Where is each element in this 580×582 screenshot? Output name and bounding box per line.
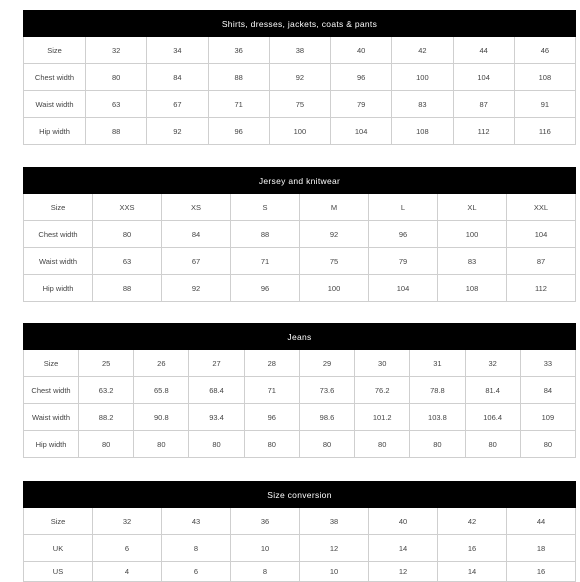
table-cell: 93.4 [189, 404, 244, 431]
table-cell: XS [162, 194, 231, 221]
table-cell: 16 [438, 535, 507, 562]
table-row [24, 221, 576, 248]
table-row [24, 64, 576, 91]
table-cell: 10 [300, 562, 369, 582]
table-cell: 101.2 [355, 404, 410, 431]
table-cell: 112 [507, 275, 576, 302]
table-cell: XL [438, 194, 507, 221]
table-cell: 38 [300, 508, 369, 535]
table-cell: 16 [507, 562, 576, 582]
table-cell: 96 [331, 64, 392, 91]
table-title: Jeans [24, 324, 576, 350]
table-cell: 92 [269, 64, 330, 91]
table-cell: 100 [438, 221, 507, 248]
table-cell: 14 [369, 535, 438, 562]
table-cell: 63 [86, 91, 147, 118]
table-cell: M [300, 194, 369, 221]
table-cell: 67 [162, 248, 231, 275]
row-label: Waist width [24, 91, 86, 118]
table-cell: 71 [231, 248, 300, 275]
row-label: Chest width [24, 64, 86, 91]
row-label: Size [24, 350, 79, 377]
table-cell: 83 [392, 91, 453, 118]
table-title-row [24, 482, 576, 508]
table-cell: 38 [269, 37, 330, 64]
table-cell: 103.8 [410, 404, 465, 431]
table-cell: 88 [208, 64, 269, 91]
table-cell: 79 [331, 91, 392, 118]
table-cell: 43 [162, 508, 231, 535]
table-title: Shirts, dresses, jackets, coats & pants [24, 11, 576, 37]
table-cell: 98.6 [299, 404, 354, 431]
table-cell: 96 [244, 404, 299, 431]
table-cell: 80 [79, 431, 134, 458]
table-cell: 65.8 [134, 377, 189, 404]
table-cell: 92 [147, 118, 208, 145]
table-cell: 30 [355, 350, 410, 377]
table-cell: 75 [300, 248, 369, 275]
table-cell: 71 [208, 91, 269, 118]
table-cell: 42 [392, 37, 453, 64]
row-label: Size [24, 508, 93, 535]
table-cell: 88.2 [79, 404, 134, 431]
table-cell: S [231, 194, 300, 221]
table-cell: 32 [93, 508, 162, 535]
table-cell: 34 [147, 37, 208, 64]
table-cell: 18 [507, 535, 576, 562]
table-cell: 80 [299, 431, 354, 458]
table-cell: 32 [86, 37, 147, 64]
row-label: Chest width [24, 221, 93, 248]
table-cell: 8 [231, 562, 300, 582]
table-title-row [24, 11, 576, 37]
table-cell: 28 [244, 350, 299, 377]
table-cell: 80 [465, 431, 520, 458]
table-cell: 73.6 [299, 377, 354, 404]
row-label: Waist width [24, 248, 93, 275]
table-cell: 4 [93, 562, 162, 582]
table-cell: 26 [134, 350, 189, 377]
table-cell: 36 [231, 508, 300, 535]
table-row [24, 404, 576, 431]
table-cell: 83 [438, 248, 507, 275]
table-cell: 104 [369, 275, 438, 302]
table-row [24, 377, 576, 404]
table-cell: 92 [300, 221, 369, 248]
table-cell: 81.4 [465, 377, 520, 404]
table-cell: 116 [514, 118, 575, 145]
table-cell: 104 [453, 64, 514, 91]
table-cell: 40 [331, 37, 392, 64]
row-label: Waist width [24, 404, 79, 431]
table-cell: 80 [134, 431, 189, 458]
table-cell: 80 [86, 64, 147, 91]
table-cell: 108 [438, 275, 507, 302]
row-label: Size [24, 194, 93, 221]
table-row [24, 248, 576, 275]
table-cell: 14 [438, 562, 507, 582]
row-label: Size [24, 37, 86, 64]
table-cell: 84 [162, 221, 231, 248]
table-cell: 88 [231, 221, 300, 248]
row-label: Hip width [24, 431, 79, 458]
table-cell: 79 [369, 248, 438, 275]
table-cell: 8 [162, 535, 231, 562]
table-cell: 6 [162, 562, 231, 582]
size-table-shirts [23, 10, 576, 145]
table-cell: 71 [244, 377, 299, 404]
table-cell: 33 [520, 350, 575, 377]
table-cell: 84 [147, 64, 208, 91]
table-cell: 44 [453, 37, 514, 64]
table-cell: 88 [93, 275, 162, 302]
table-cell: 31 [410, 350, 465, 377]
table-row [24, 431, 576, 458]
row-label: Hip width [24, 118, 86, 145]
table-cell: 108 [514, 64, 575, 91]
table-cell: 104 [331, 118, 392, 145]
table-cell: 92 [162, 275, 231, 302]
table-cell: 108 [392, 118, 453, 145]
table-cell: 78.8 [410, 377, 465, 404]
table-cell: 112 [453, 118, 514, 145]
table-cell: 75 [269, 91, 330, 118]
table-cell: 80 [355, 431, 410, 458]
table-cell: 84 [520, 377, 575, 404]
table-cell: 80 [244, 431, 299, 458]
table-row [24, 508, 576, 535]
table-cell: 109 [520, 404, 575, 431]
table-cell: 63 [93, 248, 162, 275]
table-row [24, 350, 576, 377]
table-row [24, 194, 576, 221]
table-cell: 100 [300, 275, 369, 302]
table-title: Jersey and knitwear [24, 168, 576, 194]
row-label: Hip width [24, 275, 93, 302]
table-cell: 63.2 [79, 377, 134, 404]
table-cell: 91 [514, 91, 575, 118]
table-cell: 80 [520, 431, 575, 458]
row-label: US [24, 562, 93, 582]
size-table-jeans [23, 323, 576, 458]
table-cell: 96 [369, 221, 438, 248]
table-cell: 80 [410, 431, 465, 458]
table-cell: 27 [189, 350, 244, 377]
table-cell: 12 [369, 562, 438, 582]
table-title: Size conversion [24, 482, 576, 508]
size-table-conversion [23, 481, 576, 582]
table-cell: 6 [93, 535, 162, 562]
table-row [24, 535, 576, 562]
table-cell: 88 [86, 118, 147, 145]
row-label: UK [24, 535, 93, 562]
table-cell: 12 [300, 535, 369, 562]
table-cell: 46 [514, 37, 575, 64]
table-cell: XXL [507, 194, 576, 221]
table-cell: 80 [189, 431, 244, 458]
table-row [24, 118, 576, 145]
table-cell: 67 [147, 91, 208, 118]
table-cell: 87 [453, 91, 514, 118]
table-cell: 100 [392, 64, 453, 91]
table-cell: 96 [208, 118, 269, 145]
table-cell: 87 [507, 248, 576, 275]
table-cell: 76.2 [355, 377, 410, 404]
table-cell: 68.4 [189, 377, 244, 404]
table-row [24, 275, 576, 302]
table-row [24, 91, 576, 118]
table-cell: 40 [369, 508, 438, 535]
table-cell: 80 [93, 221, 162, 248]
table-cell: 29 [299, 350, 354, 377]
table-title-row [24, 168, 576, 194]
table-cell: 90.8 [134, 404, 189, 431]
size-table-jersey [23, 167, 576, 302]
table-cell: L [369, 194, 438, 221]
table-cell: 32 [465, 350, 520, 377]
table-cell: 100 [269, 118, 330, 145]
table-cell: 106.4 [465, 404, 520, 431]
table-cell: 104 [507, 221, 576, 248]
table-cell: 96 [231, 275, 300, 302]
table-title-row [24, 324, 576, 350]
table-row [24, 562, 576, 582]
table-row [24, 37, 576, 64]
table-cell: XXS [93, 194, 162, 221]
table-cell: 44 [507, 508, 576, 535]
table-cell: 42 [438, 508, 507, 535]
table-cell: 36 [208, 37, 269, 64]
table-cell: 10 [231, 535, 300, 562]
row-label: Chest width [24, 377, 79, 404]
table-cell: 25 [79, 350, 134, 377]
